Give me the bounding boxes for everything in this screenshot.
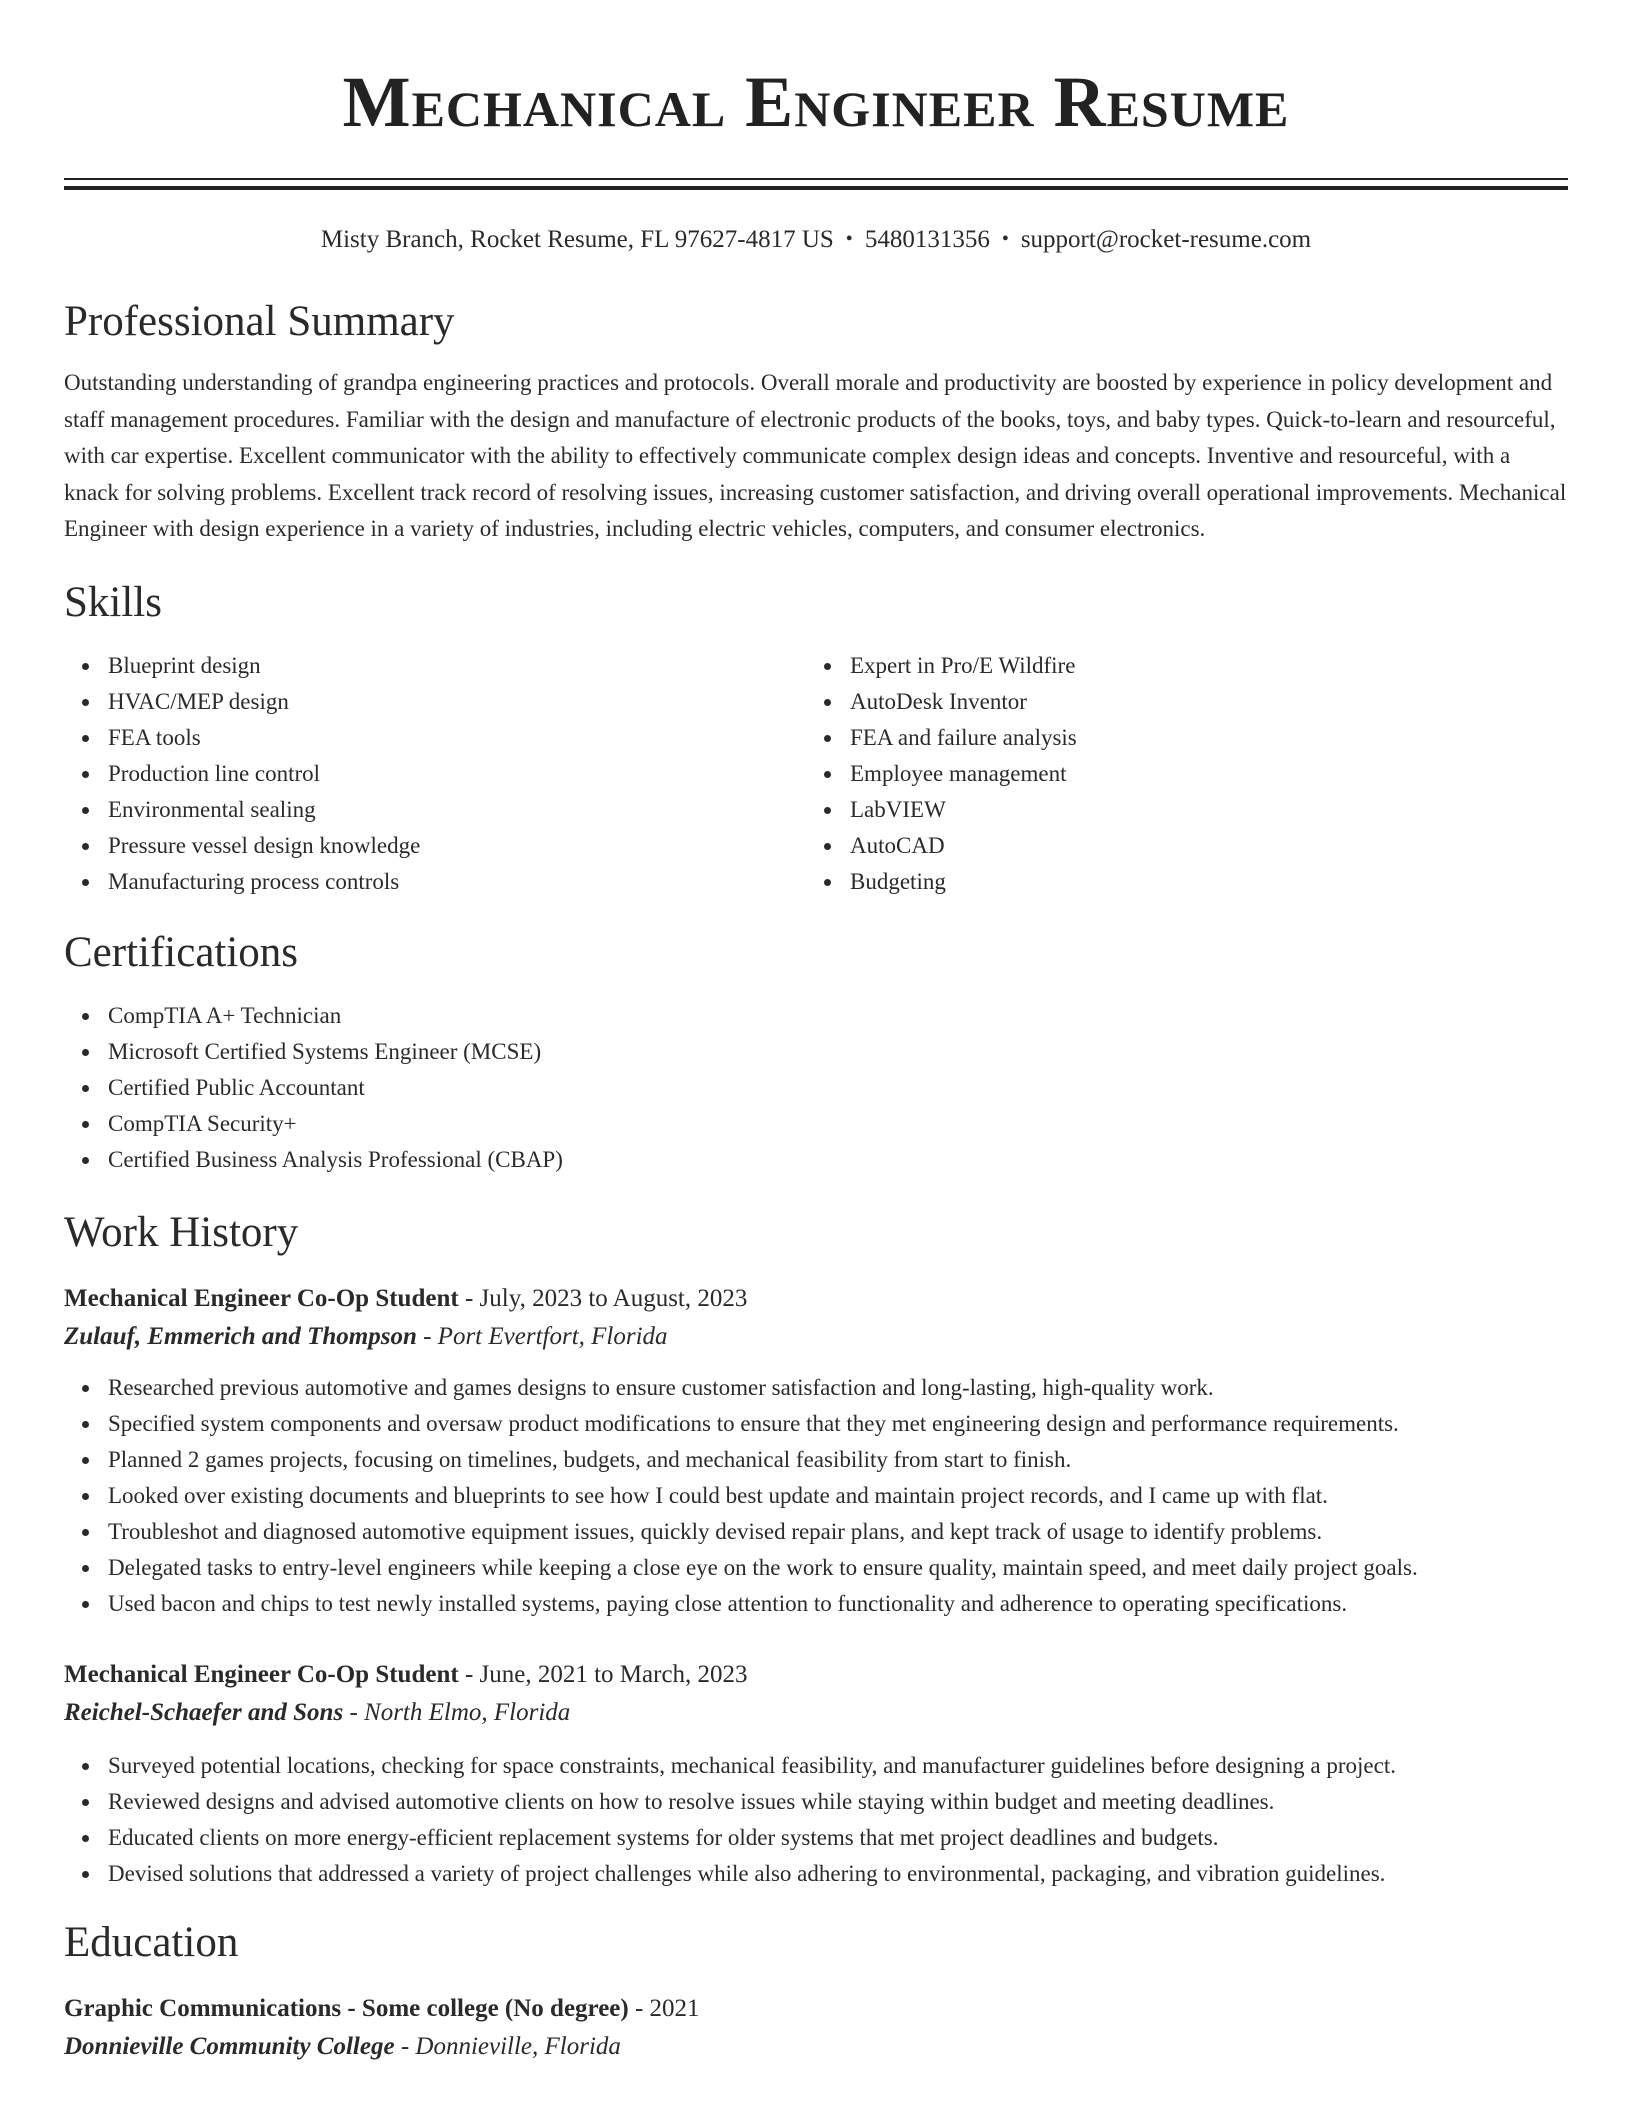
job-bullet: Troubleshot and diagnosed automotive equipment issues, quickly devised repair plans, and kept track of usage to identify problems.: [108, 1514, 1568, 1550]
skills-list-left: [64, 648, 806, 900]
job-title: Mechanical Engineer Co-Op Student: [64, 1284, 459, 1312]
job-entry: [64, 1280, 1568, 1622]
job-bullets: [64, 1748, 1568, 1892]
education-heading: Education: [64, 1918, 239, 1966]
education-section: [64, 1918, 1568, 2066]
skills-columns: [64, 648, 1568, 900]
job-location: - North Elmo, Florida: [343, 1698, 571, 1726]
job-company: Zulauf, Emmerich and Thompson: [64, 1322, 417, 1350]
summary-heading: Professional Summary: [64, 298, 455, 345]
certifications-list: [64, 998, 1568, 1178]
job-bullet: Planned 2 games projects, focusing on timelines, budgets, and mechanical feasibility from start to finish.: [108, 1442, 1568, 1478]
skill-item: Budgeting: [850, 864, 1548, 900]
job-entry: [64, 1656, 1568, 1892]
job-bullet: Educated clients on more energy-efficient replacement systems for older systems that met project deadlines and budgets.: [108, 1820, 1568, 1856]
contact-separator: •: [1001, 228, 1009, 250]
title-divider-thin: [64, 178, 1568, 180]
education-header: [64, 1990, 1568, 2028]
skill-item: FEA tools: [108, 720, 806, 756]
job-company-line: [64, 1694, 1568, 1732]
education-location: - Donnieville, Florida: [394, 2032, 621, 2060]
skill-item: Expert in Pro/E Wildfire: [850, 648, 1548, 684]
resume-title: Mechanical Engineer Resume: [342, 62, 1290, 142]
job-bullet: Surveyed potential locations, checking for space constraints, mechanical feasibility, and manufacturer guidelines before designing a project.: [108, 1748, 1568, 1784]
education-school-line: [64, 2028, 1568, 2066]
skills-list-right: [806, 648, 1548, 900]
summary-text: Outstanding understanding of grandpa engineering practices and protocols. Overall morale and productivity are boosted by experience in policy development and staff management procedures. Familiar with the design and manufacture of electronic products of the books, toys, and baby types. Quick-to-learn and resourceful, with car expertise. Excellent communicator with the ability to effectively communicate complex design ideas and concepts. Inventive and resourceful, with a knack for solving problems. Excellent track record of resolving issues, increasing customer satisfaction, and driving overall operational improvements. Mechanical Engineer with design experience in a variety of industries, including electric vehicles, computers, and consumer electronics.: [64, 370, 1567, 541]
summary-section: [64, 297, 1568, 548]
skill-item: Blueprint design: [108, 648, 806, 684]
job-bullet: Used bacon and chips to test newly installed systems, paying close attention to functionality and adherence to operating specifications.: [108, 1586, 1568, 1622]
job-bullet: Specified system components and oversaw product modifications to ensure that they met engineering design and performance requirements.: [108, 1406, 1568, 1442]
certification-item: Certified Public Accountant: [108, 1070, 1568, 1106]
job-company-line: [64, 1318, 1568, 1356]
skills-column-right: [806, 648, 1548, 900]
contact-address: Misty Branch, Rocket Resume, FL 97627-4817 US: [320, 226, 834, 253]
job-bullet: Looked over existing documents and blueprints to see how I could best update and maintain project records, and I came up with flat.: [108, 1478, 1568, 1514]
skills-heading: Skills: [64, 578, 162, 626]
skills-column-left: [64, 648, 806, 900]
education-degree: Graphic Communications - Some college (No degree): [64, 1994, 629, 2022]
skill-item: Manufacturing process controls: [108, 864, 806, 900]
certification-item: Microsoft Certified Systems Engineer (MCSE): [108, 1034, 1568, 1070]
certification-item: Certified Business Analysis Professional (CBAP): [108, 1142, 1568, 1178]
contact-email: support@rocket-resume.com: [1020, 226, 1312, 253]
skills-section: [64, 578, 1568, 900]
education-year: - 2021: [628, 1994, 700, 2022]
job-company: Reichel-Schaefer and Sons: [64, 1698, 344, 1726]
skill-item: AutoDesk Inventor: [850, 684, 1548, 720]
skill-item: HVAC/MEP design: [108, 684, 806, 720]
certification-item: CompTIA Security+: [108, 1106, 1568, 1142]
skill-item: AutoCAD: [850, 828, 1548, 864]
certifications-heading: Certifications: [64, 928, 299, 976]
skill-item: Environmental sealing: [108, 792, 806, 828]
job-bullet: Devised solutions that addressed a variety of project challenges while also adhering to environmental, packaging, and vibration guidelines.: [108, 1856, 1568, 1892]
contact-line: [64, 224, 1568, 255]
job-bullet: Reviewed designs and advised automotive clients on how to resolve issues while staying within budget and meeting deadlines.: [108, 1784, 1568, 1820]
certifications-section: [64, 928, 1568, 1178]
skill-item: Production line control: [108, 756, 806, 792]
skill-item: FEA and failure analysis: [850, 720, 1548, 756]
job-bullet: Delegated tasks to entry-level engineers while keeping a close eye on the work to ensure quality, maintain speed, and meet daily project goals.: [108, 1550, 1568, 1586]
education-entry: [64, 1990, 1568, 2066]
work-history-heading: Work History: [64, 1208, 299, 1256]
job-title: Mechanical Engineer Co-Op Student: [64, 1660, 459, 1688]
job-bullets: [64, 1370, 1568, 1622]
skill-item: Pressure vessel design knowledge: [108, 828, 806, 864]
job-location: - Port Evertfort, Florida: [416, 1322, 668, 1350]
contact-phone: 5480131356: [864, 226, 990, 253]
work-history-section: [64, 1208, 1568, 1892]
job-bullet: Researched previous automotive and games designs to ensure customer satisfaction and long-lasting, high-quality work.: [108, 1370, 1568, 1406]
skill-item: LabVIEW: [850, 792, 1548, 828]
job-dates: - July, 2023 to August, 2023: [458, 1284, 748, 1312]
title-divider-thick: [64, 186, 1568, 190]
certification-item: CompTIA A+ Technician: [108, 998, 1568, 1034]
job-header: [64, 1656, 1568, 1694]
contact-separator: •: [845, 228, 853, 250]
job-header: [64, 1280, 1568, 1318]
skill-item: Employee management: [850, 756, 1548, 792]
education-school: Donnieville Community College: [64, 2032, 395, 2060]
job-dates: - June, 2021 to March, 2023: [458, 1660, 748, 1688]
